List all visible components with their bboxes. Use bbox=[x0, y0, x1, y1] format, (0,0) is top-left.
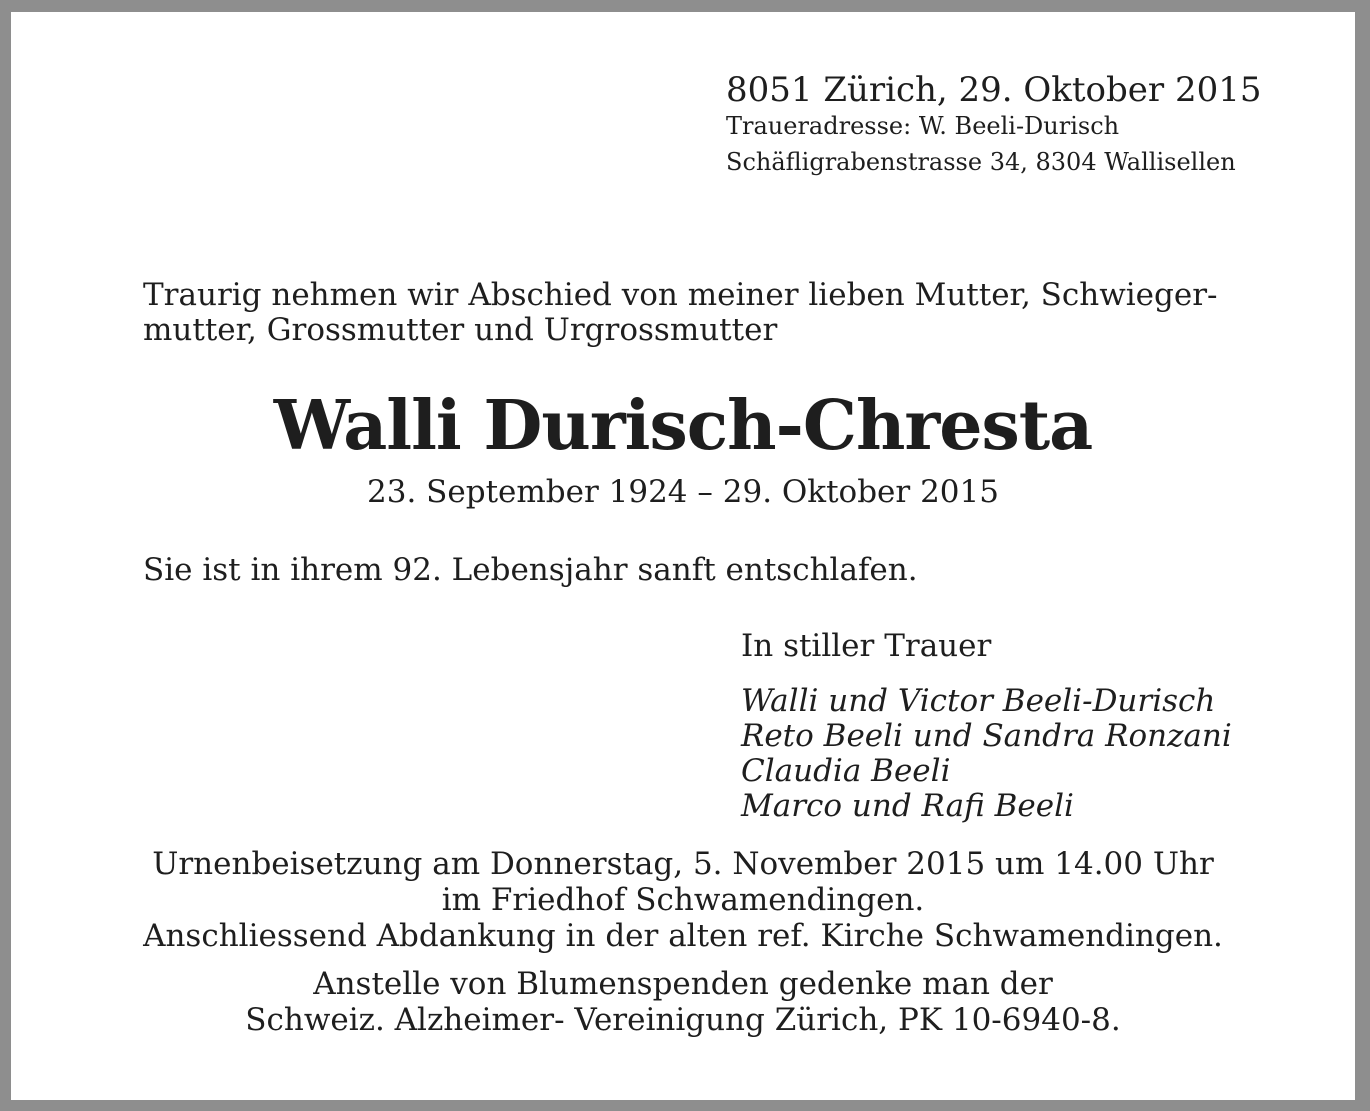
mourner-name: Marco und Rafi Beeli bbox=[741, 788, 1074, 824]
service-line-2: im Friedhof Schwamendingen. bbox=[441, 882, 925, 918]
donation-line-1: Anstelle von Blumenspenden gedenke man der bbox=[313, 966, 1053, 1002]
service-line-3: Anschliessend Abdankung in der alten ref. Kirche Schwamendingen. bbox=[143, 918, 1223, 954]
mourner-name: Reto Beeli und Sandra Ronzani bbox=[741, 718, 1232, 754]
passing-sentence: Sie ist in ihrem 92. Lebensjahr sanft entschlafen. bbox=[143, 552, 918, 588]
deceased-name: Walli Durisch-Chresta bbox=[273, 386, 1093, 466]
donation-line-2: Schweiz. Alzheimer- Vereinigung Zürich, PK 10-6940-8. bbox=[245, 1002, 1121, 1038]
mourner-name: Claudia Beeli bbox=[741, 753, 951, 789]
donation-note bbox=[11, 966, 1355, 1038]
life-dates: 23. September 1924 – 29. Oktober 2015 bbox=[367, 474, 999, 510]
service-details bbox=[11, 846, 1355, 954]
obituary-page bbox=[11, 12, 1355, 1100]
place-date: 8051 Zürich, 29. Oktober 2015 bbox=[726, 70, 1262, 110]
mourner-name: Walli und Victor Beeli-Durisch bbox=[741, 683, 1216, 719]
intro-line-2: mutter, Grossmutter und Urgrossmutter bbox=[143, 312, 778, 348]
service-line-1: Urnenbeisetzung am Donnerstag, 5. November 2015 um 14.00 Uhr bbox=[152, 846, 1214, 882]
intro-line-1: Traurig nehmen wir Abschied von meiner lieben Mutter, Schwieger- bbox=[143, 277, 1218, 313]
mourning-address-street: Schäfligrabenstrasse 34, 8304 Wallisellen bbox=[726, 148, 1236, 176]
mourning-address-label: Traueradresse: W. Beeli-Durisch bbox=[726, 112, 1120, 140]
intro-text bbox=[143, 278, 1218, 348]
mourners-heading: In stiller Trauer bbox=[741, 628, 992, 664]
